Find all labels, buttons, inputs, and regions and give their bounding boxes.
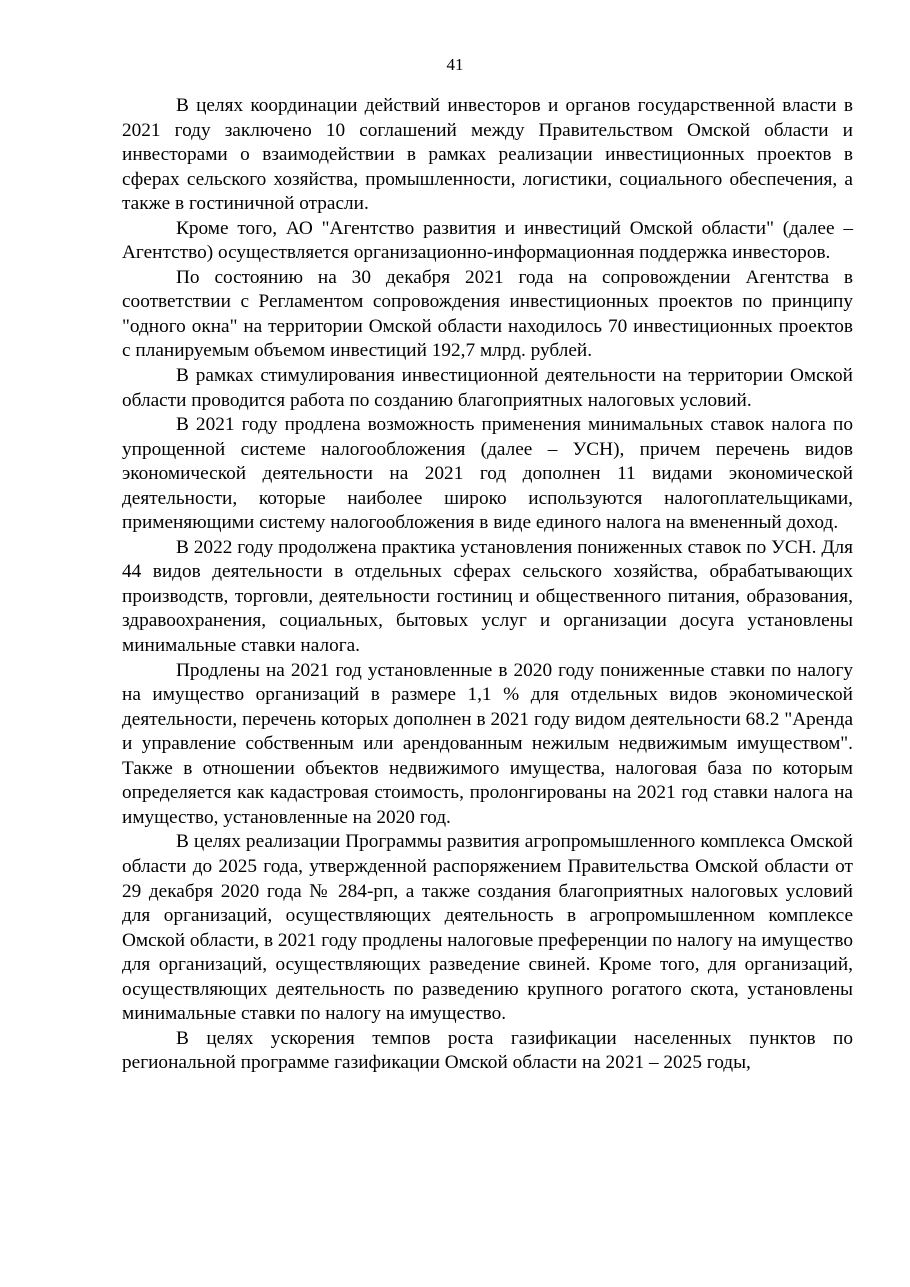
paragraph-investor-agreements: В целях координации действий инвесторов и органов государственной власти в 2021 году заключено 10 соглашений между Правительством Омской области и инвесторами о взаимодействии в рамках реализации инвестиционных проектов в сферах сельского хозяйства, промышленности, логистики, социального обеспечения, а также в гостиничной отрасли. — [122, 95, 853, 215]
paragraph-projects-status: По состоянию на 30 декабря 2021 года на сопровождении Агентства в соответствии с Регламентом сопровождения инвестиционных проектов по принципу "одного окна" на территории Омской области находилось 70 инвестиционных проектов с планируемым объемом инвестиций 192,7 млрд. рублей. — [122, 266, 853, 362]
paragraph-property-tax: Продлены на 2021 год установленные в 2020 году пониженные ставки по налогу на имущество организаций в размере 1,1 % для отдельных видов экономической деятельности, перечень которых дополнен в 2021 году видом деятельности 68.2 "Аренда и управление собственным или арендованным нежилым недвижимым имуществом". Также в отношении объектов недвижимого имущества, налоговая база по которым определяется как кадастровая стоимость, пролонгированы на 2021 год ставки налога на имущество, установленные на 2020 год. — [122, 659, 853, 828]
paragraph-usn-2022: В 2022 году продолжена практика установления пониженных ставок по УСН. Для 44 видов деятельности в отдельных сферах сельского хозяйства, обрабатывающих производств, торговли, деятельности гостиниц и общественного питания, образования, здравоохранения, социальных, бытовых услуг и организации досуга установлены минимальные ставки налога. — [122, 536, 853, 657]
paragraph-agency-support: Кроме того, АО "Агентство развития и инвестиций Омской области" (далее – Агентство) осуществляется организационно-информационная поддержка инвесторов. — [122, 217, 853, 264]
document-body — [122, 94, 853, 1076]
paragraph-usn-2021: В 2021 году продлена возможность применения минимальных ставок налога по упрощенной системе налогообложения (далее – УСН), причем перечень видов экономической деятельности на 2021 год дополнен 11 видами экономической деятельности, которые наиболее широко используются налогоплательщиками, применяющими систему налогообложения в виде единого налога на вмененный доход. — [122, 414, 853, 534]
paragraph-tax-conditions: В рамках стимулирования инвестиционной деятельности на территории Омской области проводится работа по созданию благоприятных налоговых условий. — [122, 365, 853, 411]
page-number: 41 — [446, 55, 464, 74]
paragraph-agro-program: В целях реализации Программы развития агропромышленного комплекса Омской области до 2025 года, утвержденной распоряжением Правительства Омской области от 29 декабря 2020 года № 284-рп, а также создания благоприятных налоговых условий для организаций, осуществляющих деятельность в агропромышленном комплексе Омской области, в 2021 году продлены налоговые преференции по налогу на имущество для организаций, осуществляющих разведение свиней. Кроме того, для организаций, осуществляющих деятельность по разведению крупного рогатого скота, установлены минимальные ставки по налогу на имущество. — [122, 831, 853, 1025]
paragraph-gasification: В целях ускорения темпов роста газификации населенных пунктов по региональной программе газификации Омской области на 2021 – 2025 годы, — [122, 1027, 853, 1074]
